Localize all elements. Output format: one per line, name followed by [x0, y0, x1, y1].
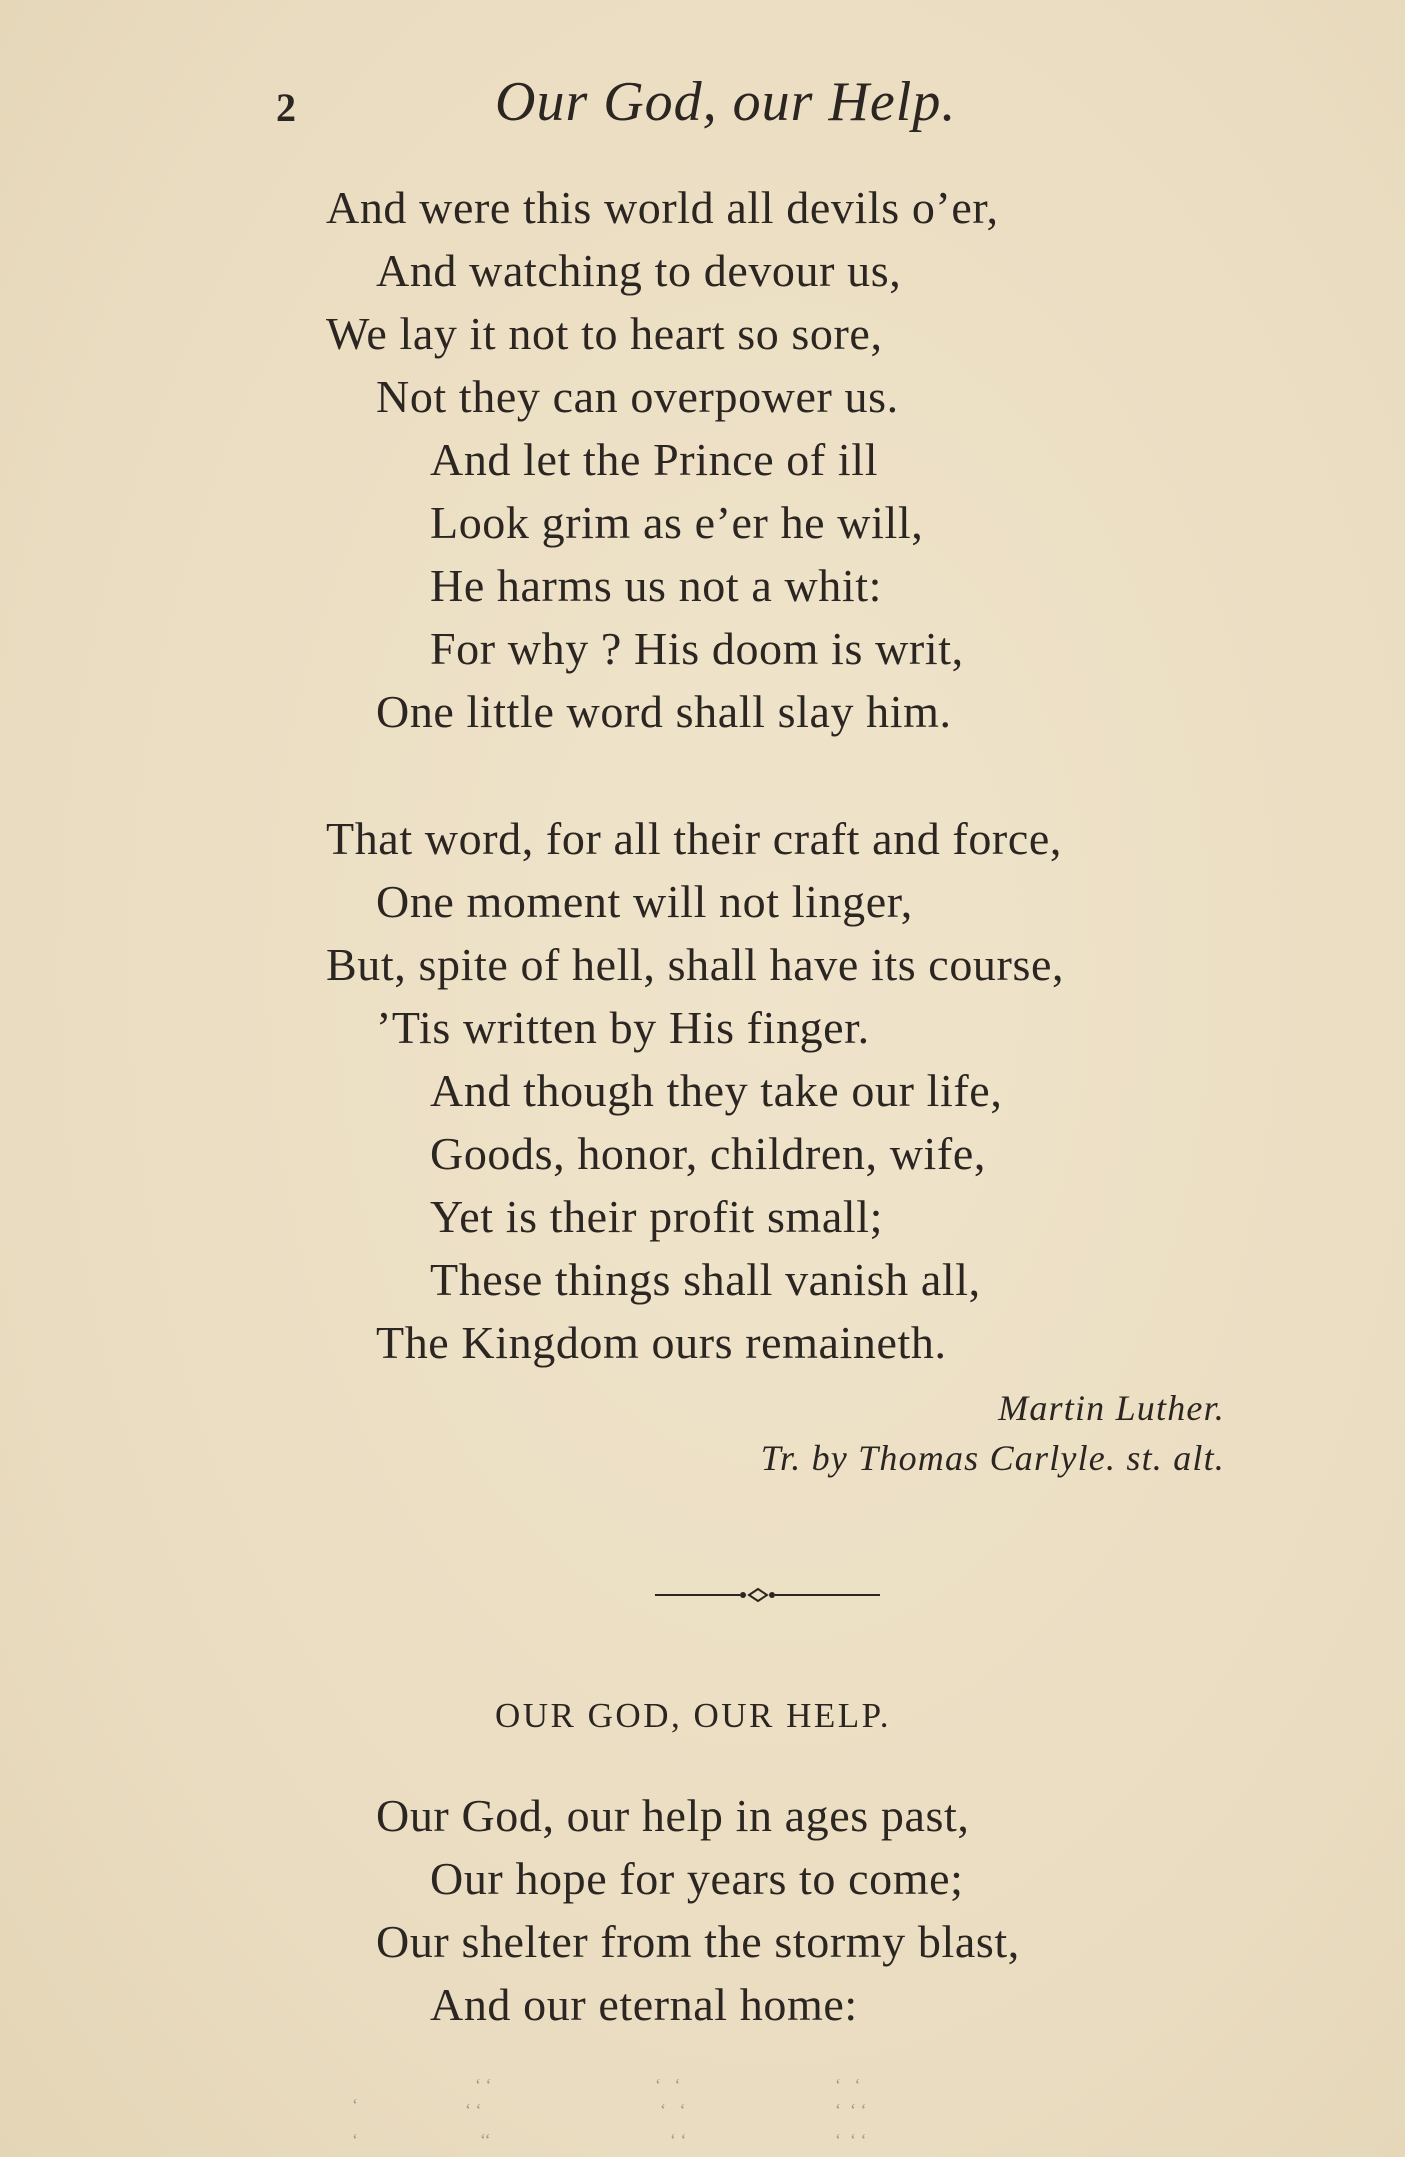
ornament-divider	[655, 1585, 880, 1605]
verse-line: And though they take our life,	[430, 1065, 1003, 1116]
page-header	[270, 70, 1070, 150]
verse-line: Our hope for years to come;	[430, 1853, 964, 1904]
verse-line: One moment will not linger,	[376, 876, 913, 927]
bleed-through-marks: ‘ ‘ ‘ ‘ ‘ ‘ ‘‘ ‘ ‘ ‘ ‘ ‘ ‘ ‘ ‘ ‘ ‘ ‘ ‘ ‘ ‘	[352, 2075, 867, 2150]
verse-line: ’Tis written by His finger.	[376, 1002, 870, 1053]
verse-line: The Kingdom ours remaineth.	[376, 1317, 947, 1368]
verse-line: These things shall vanish all,	[430, 1254, 981, 1305]
verse-line: He harms us not a whit:	[430, 560, 883, 611]
verse-line: And our eternal home:	[430, 1979, 858, 2030]
verse-line: One little word shall slay him.	[376, 686, 952, 737]
verse-line: But, spite of hell, shall have its course,	[326, 939, 1065, 990]
running-title: Our God, our Help.	[495, 71, 957, 133]
verse-line: We lay it not to heart so sore,	[326, 308, 883, 359]
verse-line: Our God, our help in ages past,	[376, 1790, 970, 1841]
section-title: OUR GOD, OUR HELP.	[495, 1696, 891, 1735]
verse-line: And watching to devour us,	[376, 245, 902, 296]
verse-line: And were this world all devils o’er,	[326, 182, 999, 233]
verse-line: Goods, honor, children, wife,	[430, 1128, 986, 1179]
verse-line: Look grim as e’er he will,	[430, 497, 924, 548]
page-number: 2	[276, 85, 296, 130]
verse-line: Not they can overpower us.	[376, 371, 899, 422]
verse-line: For why ? His doom is writ,	[430, 623, 964, 674]
attribution-author: Martin Luther.	[998, 1388, 1225, 1428]
attribution-translator: Tr. by Thomas Carlyle. st. alt.	[760, 1438, 1225, 1478]
verse-line: And let the Prince of ill	[430, 434, 879, 485]
verse-line: That word, for all their craft and force,	[326, 813, 1062, 864]
verse-line: Our shelter from the stormy blast,	[376, 1916, 1020, 1967]
verse-line: Yet is their profit small;	[430, 1191, 884, 1242]
